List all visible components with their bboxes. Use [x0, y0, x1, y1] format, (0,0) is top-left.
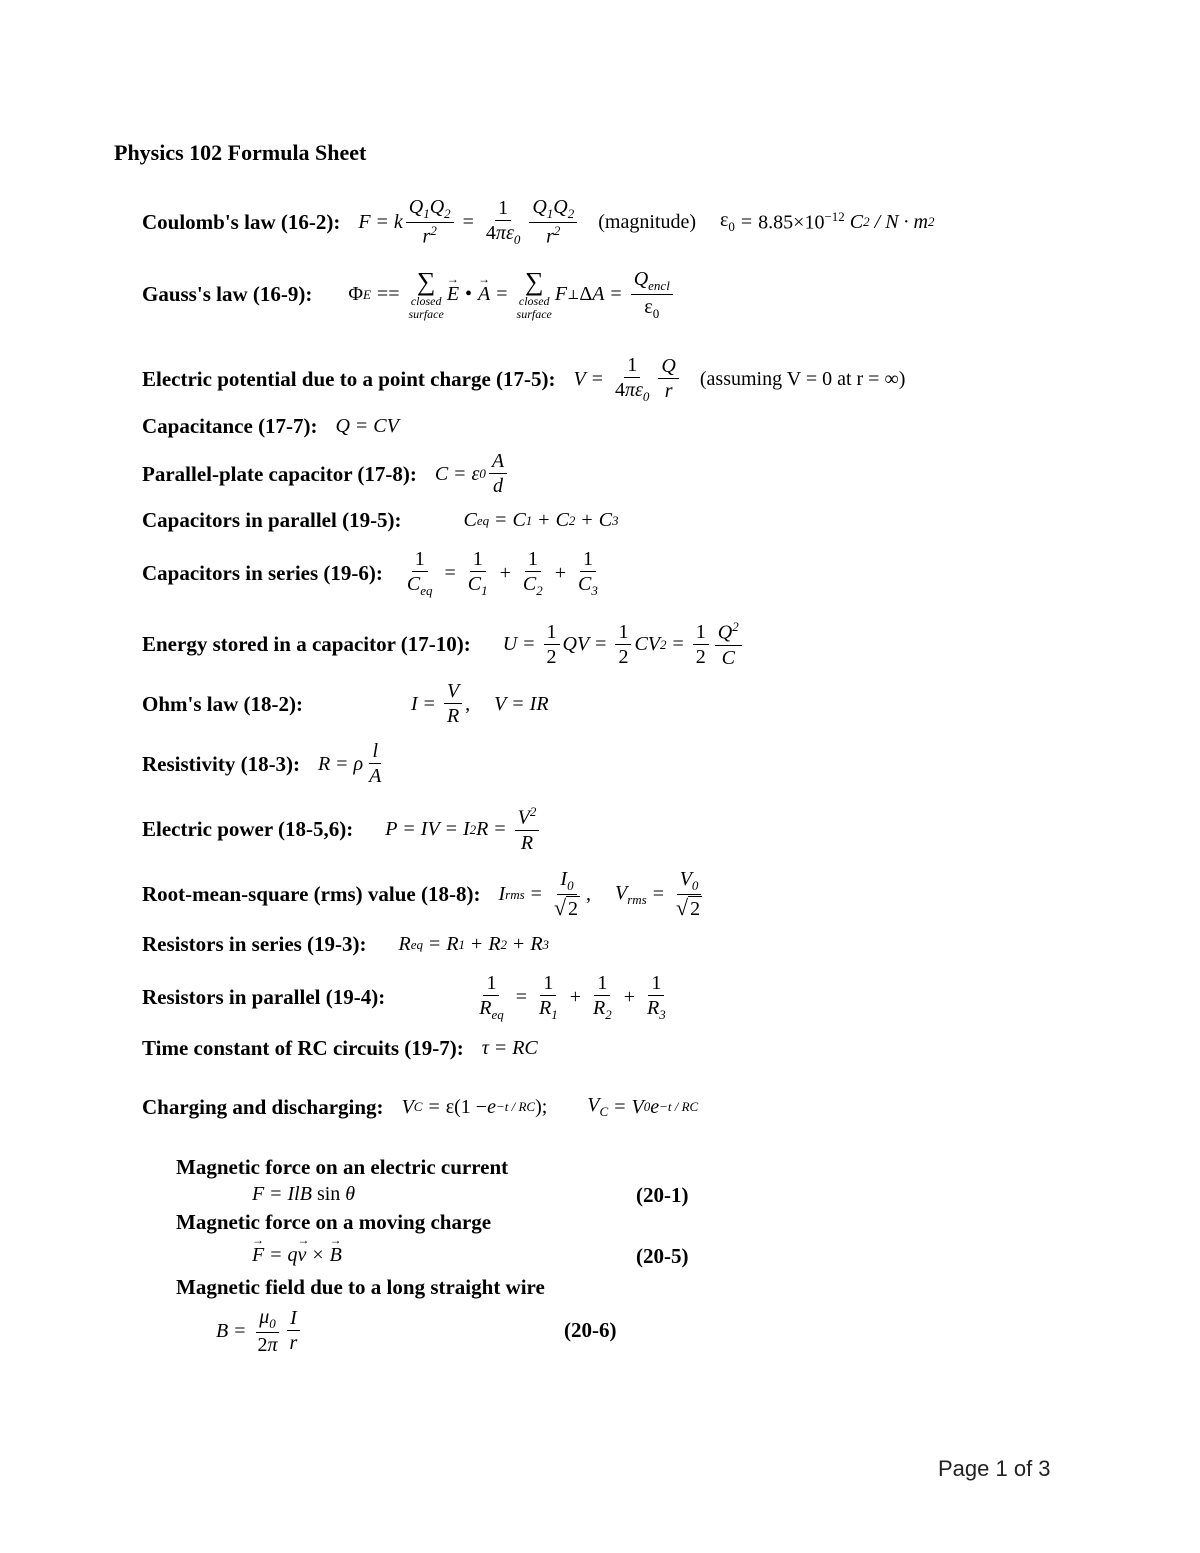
magnetic-force-charge-ref: (20-5) — [636, 1244, 689, 1268]
capacitors-parallel-label: Capacitors in parallel (19-5): — [142, 508, 402, 532]
time-constant-equation: τ = RC — [481, 1037, 538, 1059]
charging-label: Charging and discharging: — [142, 1094, 384, 1119]
capacitor-energy-label: Energy stored in a capacitor (17-10): — [142, 632, 471, 657]
magnetic-field-wire-ref: (20-6) — [564, 1318, 617, 1342]
page-number: Page 1 of 3 — [938, 1456, 1051, 1481]
capacitance-row — [142, 414, 399, 439]
resistivity-row — [142, 740, 387, 788]
charging-equation: V C = ε(1 − e −t / RC ); $V_C$ = V 0 e −t / RC — [401, 1094, 699, 1119]
coulombs-law-label: Coulomb's law (16-2): — [142, 209, 341, 234]
electric-power-row — [142, 805, 542, 855]
charging-row — [142, 1094, 698, 1120]
magnetic-field-wire-equation: B = $\frac{\mu_0}{2\pi}$ $\frac{I}{r}$ — [216, 1306, 303, 1357]
resistivity-equation: R = ρ $\frac{l}{A}$ — [318, 740, 382, 787]
gauss-law-label: Gauss's law (16-9): — [142, 282, 313, 307]
capacitors-series-label: Capacitors in series (19-6): — [142, 560, 383, 585]
electric-potential-equation: V = $\frac{1}{4\pi\varepsilon_0}$ $\frac{Q}{r}$ — [574, 354, 682, 405]
parallel-plate-row — [142, 450, 510, 498]
gauss-law-row — [142, 268, 676, 322]
capacitors-series-equation: $\frac{1}{C_{eq}}$ = $\frac{1}{C_1}$ + $\frac{1}{C_2}$ + $\frac{1}{C_3}$ — [406, 548, 598, 598]
ohms-law-label: Ohm's law (18-2): — [142, 691, 303, 716]
rms-value-label: Root-mean-square (rms) value (18-8): — [142, 882, 481, 907]
resistors-series-row — [142, 932, 549, 957]
capacitors-parallel-equation: C eq = C 1 + C 2 + C 3 — [463, 509, 619, 531]
magnetic-force-charge-equation: → F = q → v × → B — [252, 1244, 342, 1267]
coulombs-law-note: (magnitude) — [598, 210, 696, 233]
capacitors-parallel-row — [142, 508, 619, 533]
magnetic-force-current-equation: F = IlB sin θ — [252, 1183, 356, 1205]
resistors-series-label: Resistors in series (19-3): — [142, 932, 367, 956]
electric-potential-label: Electric potential due to a point charge (17-5): — [142, 366, 556, 391]
parallel-plate-equation: C = ε 0 $\frac{A}{d}$ — [435, 450, 510, 498]
capacitor-energy-row — [142, 620, 745, 670]
magnetic-field-wire-label: Magnetic field due to a long straight wire — [176, 1275, 545, 1299]
magnetic-force-current-ref: (20-1) — [636, 1183, 689, 1207]
coulombs-law-row — [142, 196, 934, 249]
electric-power-label: Electric power (18-5,6): — [142, 817, 354, 842]
rms-value-equation: I rms = $I_0$ √ 2 , $V_{rms}$ = $V_0$ √ 2 — [498, 868, 701, 921]
capacitor-energy-equation: U = $\frac{1}{2}$ QV = $\frac{1}{2}$ CV 2 = $\frac{1}{2}$ $\frac{Q^2}{C}$ — [503, 620, 745, 670]
gauss-law-equation: Φ E == ∑ closed surface → E • → A = ∑ closed surface F ⊥ Δ A = $\frac{Q_{encl}}{\varepsilon_0}$ — [348, 268, 675, 322]
ohms-law-row — [142, 680, 549, 728]
ohms-law-equation: I = $\frac{V}{R}$ , V = IR — [411, 680, 549, 727]
rms-value-row — [142, 868, 708, 921]
capacitance-equation: Q = CV — [335, 415, 399, 437]
time-constant-label: Time constant of RC circuits (19-7): — [142, 1036, 464, 1060]
capacitors-series-row — [142, 548, 604, 599]
magnetic-force-current-label: Magnetic force on an electric current — [176, 1155, 509, 1179]
resistors-parallel-equation: $\frac{1}{R_{eq}}$ = $\frac{1}{R_1}$ + $\frac{1}{R_2}$ + $\frac{1}{R_3}$ — [479, 972, 666, 1022]
page-title: Physics 102 Formula Sheet — [114, 140, 367, 165]
resistors-parallel-label: Resistors in parallel (19-4): — [142, 984, 386, 1009]
capacitance-label: Capacitance (17-7): — [142, 414, 318, 438]
time-constant-row — [142, 1036, 538, 1061]
parallel-plate-label: Parallel-plate capacitor (17-8): — [142, 461, 417, 486]
electric-potential-row — [142, 354, 905, 405]
resistivity-label: Resistivity (18-3): — [142, 751, 301, 776]
resistors-series-equation: R eq = R 1 + R 2 + R 3 — [398, 933, 550, 955]
electric-power-equation: P = IV = I 2 R = $\frac{V^2}{R}$ — [385, 805, 542, 855]
resistors-parallel-row — [142, 972, 672, 1023]
coulombs-law-equation: F = k $\frac{Q_1Q_2}{r^2}$ = $\frac{1}{4\pi\varepsilon_0}$ $\frac{Q_1Q_2}{r^2}$ — [358, 196, 580, 249]
permittivity-constant: $\varepsilon_0$ = $8.85\times 10^{-12}$ C 2 / N · m 2 — [719, 209, 935, 235]
electric-potential-note: (assuming V = 0 at r = ∞) — [699, 367, 906, 390]
magnetic-force-charge-label: Magnetic force on a moving charge — [176, 1210, 492, 1234]
